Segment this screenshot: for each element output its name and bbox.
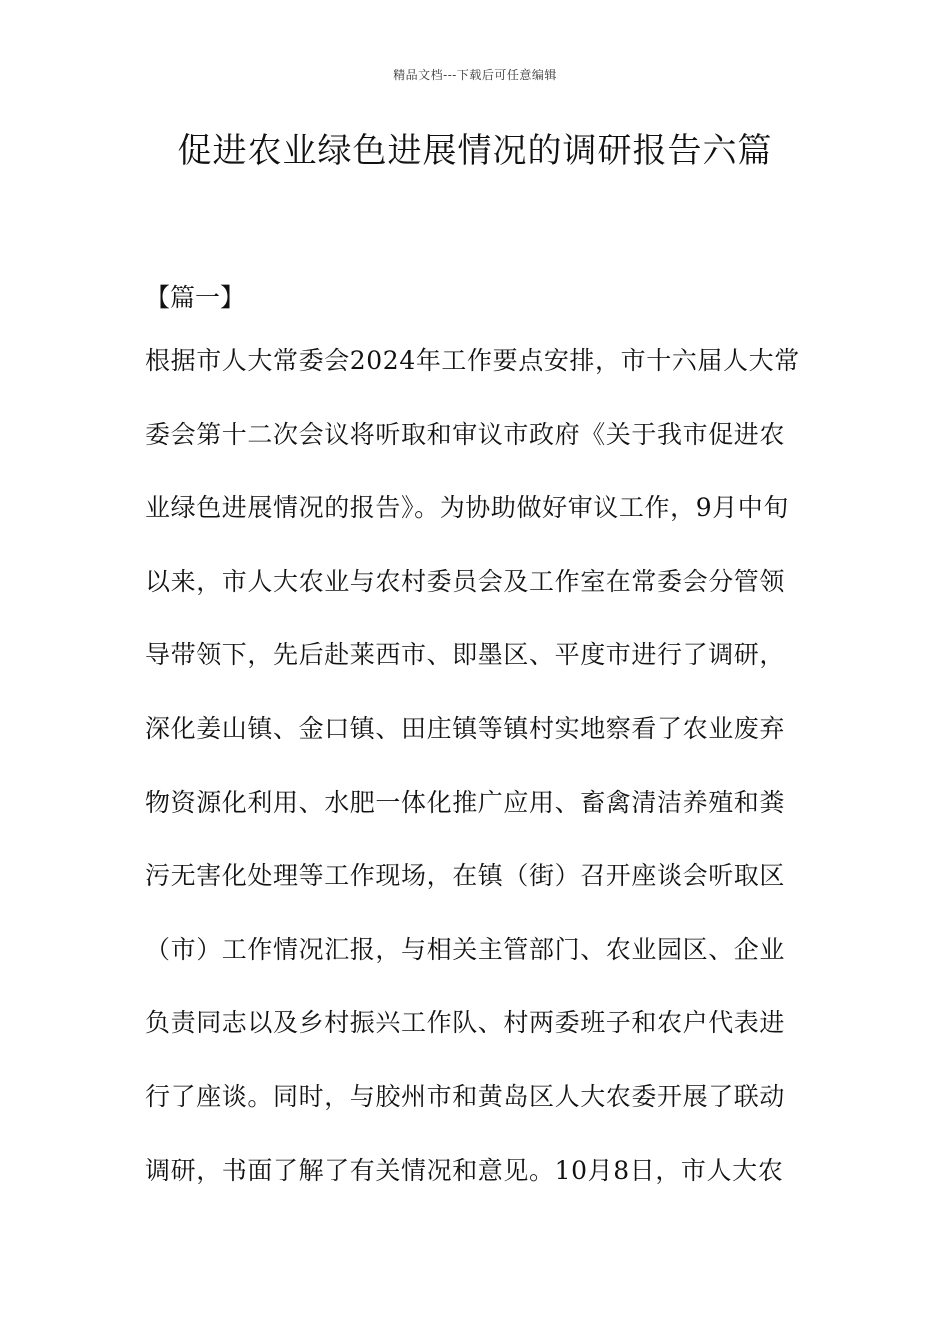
body-line: 导带领下，先后赴莱西市、即墨区、平度市进行了调研， bbox=[145, 640, 786, 670]
body-line: 根据市人大常委会2024年工作要点安排，市十六届人大常 bbox=[145, 346, 800, 375]
body-line: 物资源化利用、水肥一体化推广应用、畜禽清洁养殖和粪 bbox=[145, 787, 786, 817]
body-line: 以来，市人大农业与农村委员会及工作室在常委会分管领 bbox=[145, 566, 786, 596]
body-line: 深化姜山镇、金口镇、田庄镇等镇村实地察看了农业废弃 bbox=[145, 713, 786, 743]
body-line: 污无害化处理等工作现场，在镇（街）召开座谈会听取区 bbox=[145, 861, 786, 891]
header-note: 精品文档---下载后可任意编辑 bbox=[393, 68, 557, 82]
body-line: 负责同志以及乡村振兴工作队、村两委班子和农户代表进 bbox=[145, 1008, 786, 1038]
document-title: 促进农业绿色进展情况的调研报告六篇 bbox=[177, 131, 773, 171]
section-heading: 【篇一】 bbox=[145, 283, 246, 312]
body-line: （市）工作情况汇报，与相关主管部门、农业园区、企业 bbox=[145, 934, 786, 964]
body-text bbox=[145, 338, 810, 1221]
body-line: 委会第十二次会议将听取和审议市政府《关于我市促进农 bbox=[145, 419, 786, 449]
body-line: 行了座谈。同时，与胶州市和黄岛区人大农委开展了联动 bbox=[145, 1081, 786, 1111]
body-line: 业绿色进展情况的报告》。为协助做好审议工作，9月中旬 bbox=[145, 493, 790, 523]
body-line: 调研，书面了解了有关情况和意见。10月8日，市人大农 bbox=[145, 1155, 784, 1185]
